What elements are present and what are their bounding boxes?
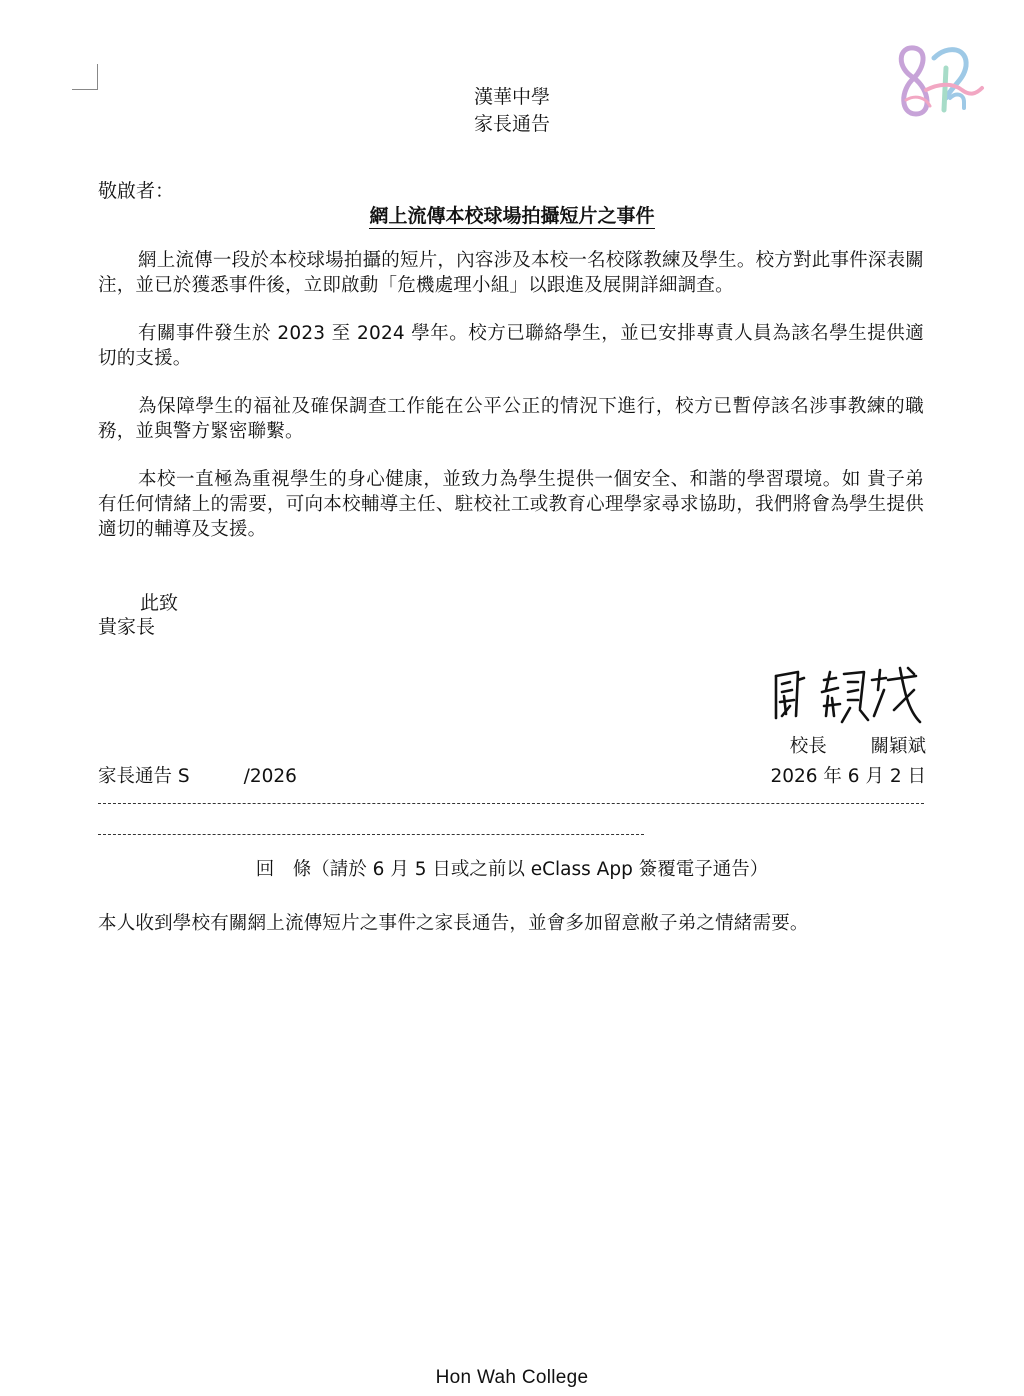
paragraph-3: 為保障學生的福祉及確保調查工作能在公平公正的情況下進行，校方已暫停該名涉事教練的職務，並與警方緊密聯繫。 — [98, 396, 924, 442]
document-type: 家長通告 — [473, 113, 550, 135]
principal-name: 關穎斌 — [870, 736, 926, 757]
closing-line-2: 貴家長 — [98, 616, 156, 638]
paragraph-1: 網上流傳一段於本校球場拍攝的短片，內容涉及本校一名校隊教練及學生。校方對此事件深表關注，並已於獲悉事件後，立即啟動「危機處理小組」以跟進及展開詳細調查。 — [98, 250, 924, 296]
school-name: 漢華中學 — [473, 86, 550, 108]
letter-subject — [0, 201, 1024, 228]
closing-line-1: 此致 — [140, 592, 179, 614]
principal-line — [790, 732, 926, 758]
notice-number-suffix: /2026 — [243, 766, 297, 787]
paragraph-4: 本校一直極為重視學生的身心健康，並致力為學生提供一個安全、和諧的學習環境。如 貴子弟有任何情緒上的需要，可向本校輔導主任、駐校社工或教育心理學家尋求協助，我們將會為學生提供適切的輔導及支援。 — [98, 469, 924, 540]
salutation: 敬啟者： — [98, 180, 175, 202]
cut-line-1 — [98, 803, 924, 804]
reply-slip-title: 回 條（請於 6 月 5 日或之前以 eClass App 簽覆電子通告） — [255, 859, 769, 880]
notice-number-prefix: 家長通告 S — [98, 766, 190, 787]
principal-signature — [768, 660, 928, 728]
letter-header — [0, 84, 1024, 138]
notice-number — [98, 762, 297, 788]
principal-title: 校長 — [789, 736, 827, 757]
paragraph-2: 有關事件發生於 2023 至 2024 學年。校方已聯絡學生，並已安排專責人員為該名學生提供適切的支援。 — [98, 323, 924, 369]
cut-line-2 — [98, 834, 644, 835]
reply-slip-body: 本人收到學校有關網上流傳短片之事件之家長通告，並會多加留意敝子弟之情緒需要。 — [98, 913, 809, 934]
letter-subject-text: 網上流傳本校球場拍攝短片之事件 — [369, 205, 655, 227]
notice-date: 2026 年 6 月 2 日 — [770, 766, 926, 787]
footer-school-name: Hon Wah College — [435, 1367, 589, 1388]
